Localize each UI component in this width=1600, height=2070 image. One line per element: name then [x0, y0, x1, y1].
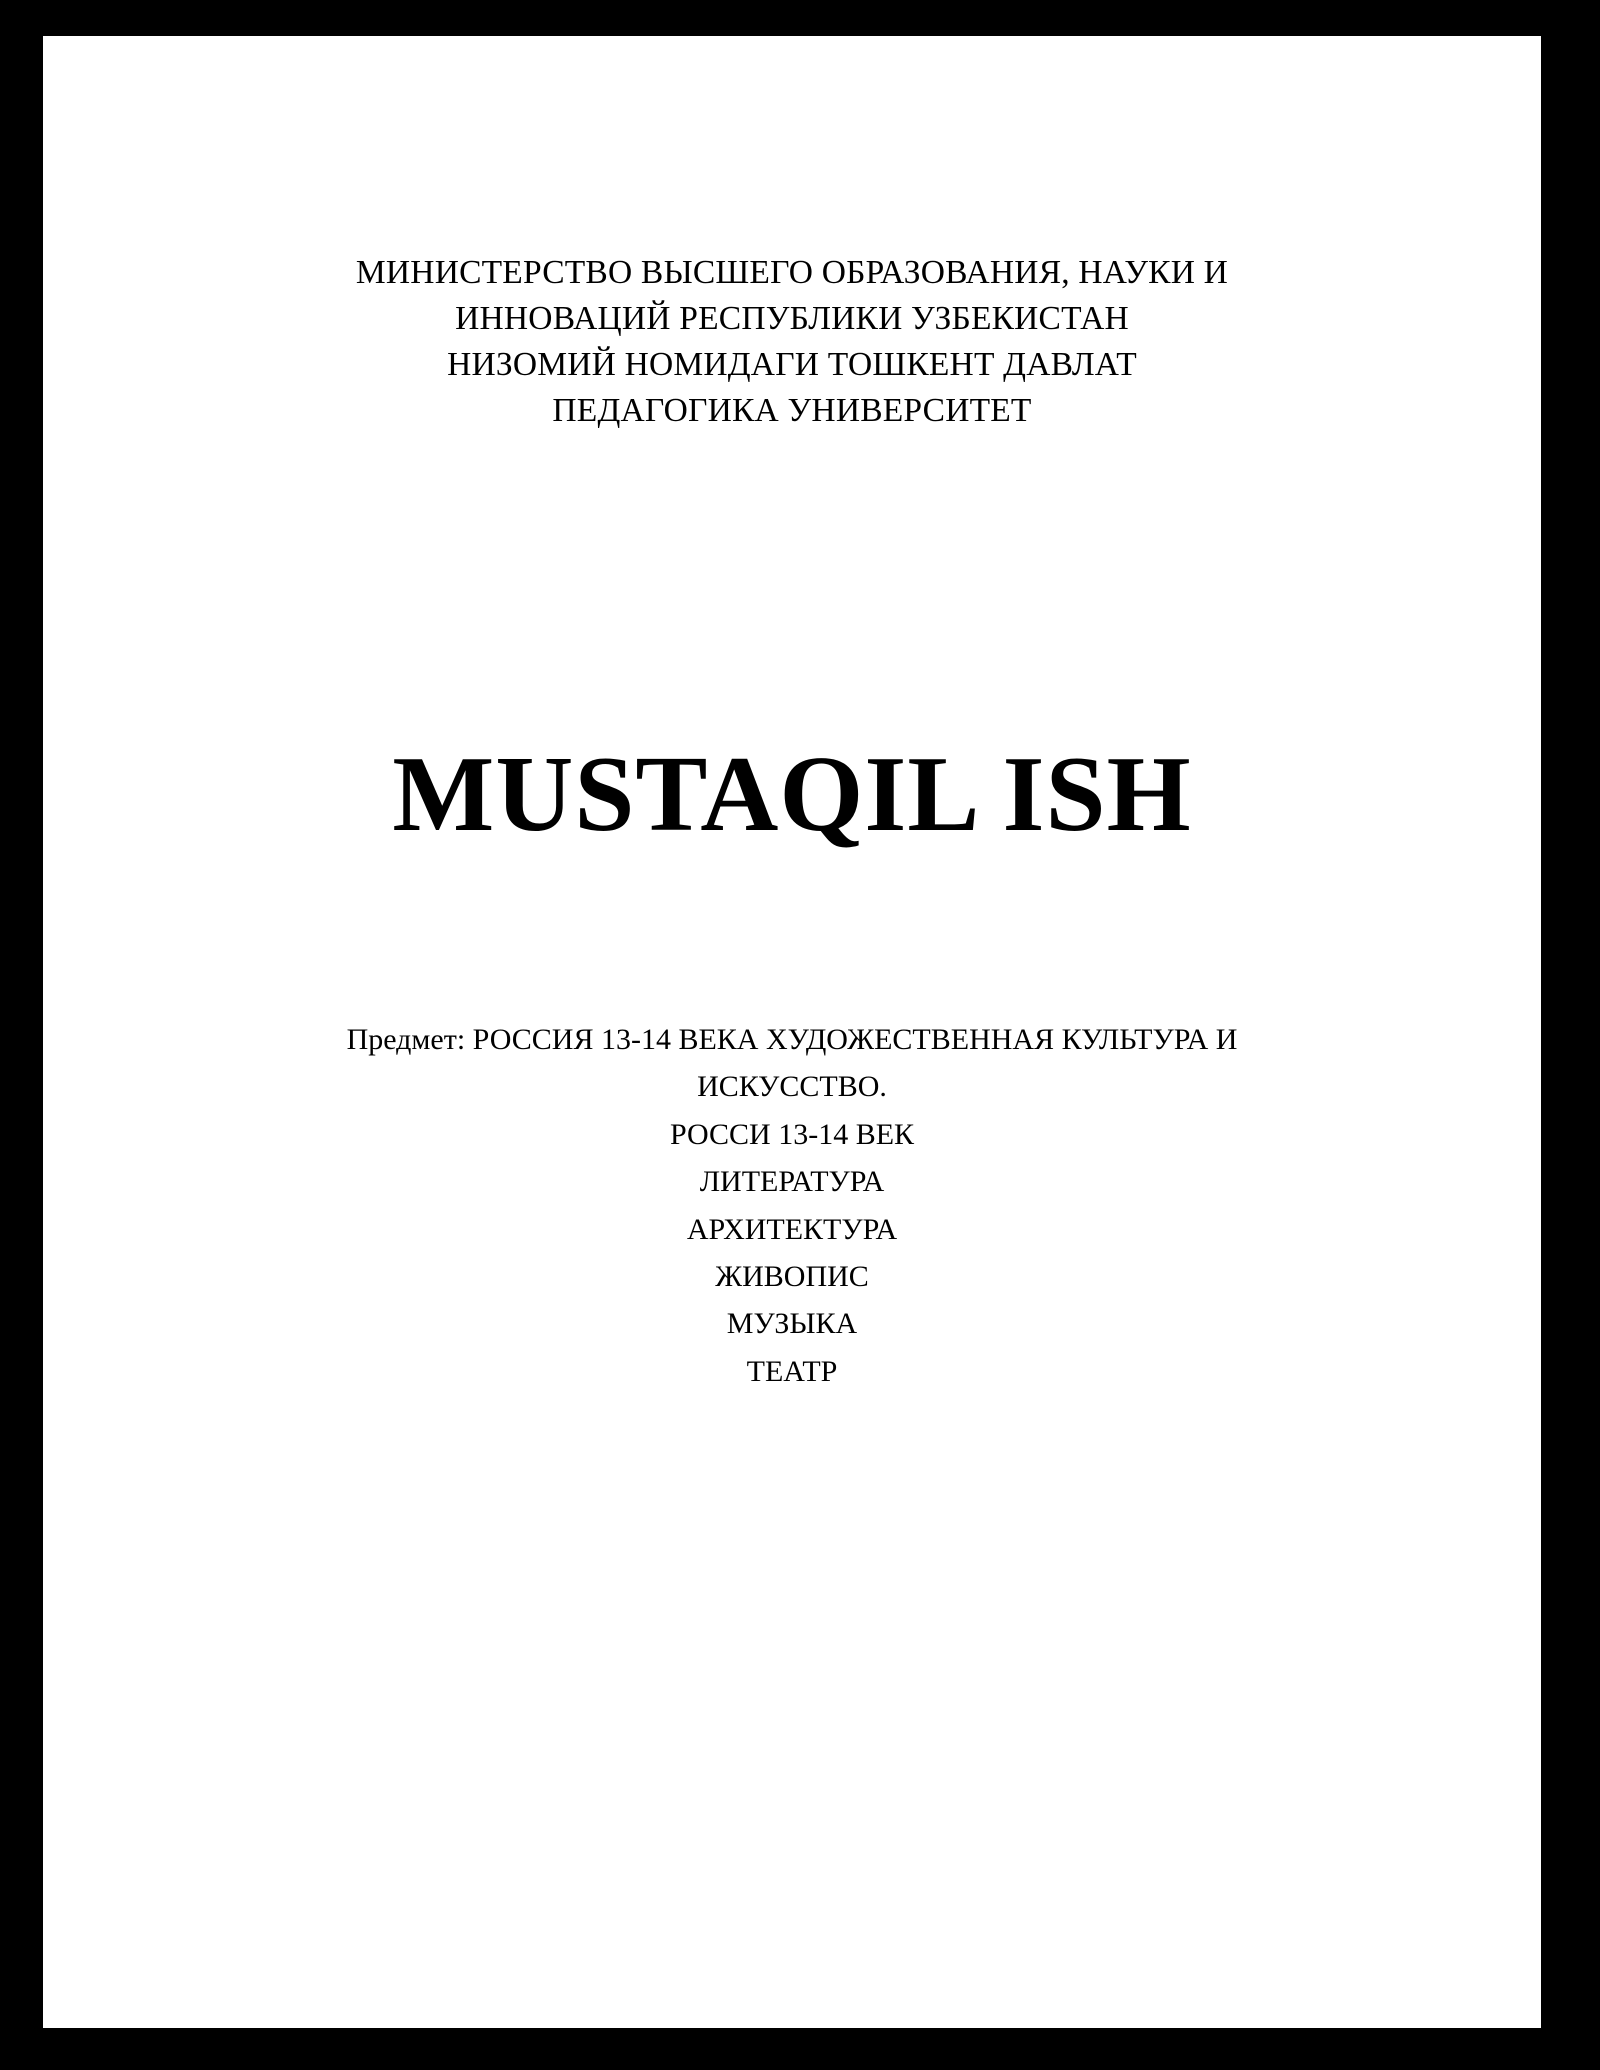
page-backdrop [8, 8, 1576, 2056]
subject-topic-6: ТЕАТР [746, 1354, 838, 1388]
institution-line-1: МИНИСТЕРСТВО ВЫСШЕГО ОБРАЗОВАНИЯ, НАУКИ И [355, 254, 1229, 291]
institution-header [242, 250, 1342, 434]
subject-label-value: Предмет: РОССИЯ 13-14 ВЕКА ХУДОЖЕСТВЕННАЯ КУЛЬТУРА И ИСКУССТВО. [346, 1023, 1238, 1104]
subject-topic-5: МУЗЫКА [726, 1307, 858, 1341]
institution-line-3: НИЗОМИЙ НОМИДАГИ ТОШКЕНТ ДАВЛАТ [447, 345, 1137, 383]
institution-line-2: ИННОВАЦИЙ РЕСПУБЛИКИ УЗБЕКИСТАН [455, 299, 1129, 337]
subject-topic-3: АРХИТЕКТУРА [686, 1212, 898, 1246]
subject-block [252, 1016, 1332, 1395]
institution-line-4: ПЕДАГОГИКА УНИВЕРСИТЕТ [552, 391, 1032, 429]
document-page [43, 36, 1541, 2028]
page-content [43, 36, 1541, 2028]
subject-topic-2: ЛИТЕРАТУРА [699, 1165, 885, 1199]
subject-topic-4: ЖИВОПИС [715, 1259, 869, 1293]
subject-topic-1: РОССИ 13-14 ВЕК [669, 1117, 915, 1151]
page-title: MUSTAQIL ISH [392, 735, 1192, 854]
